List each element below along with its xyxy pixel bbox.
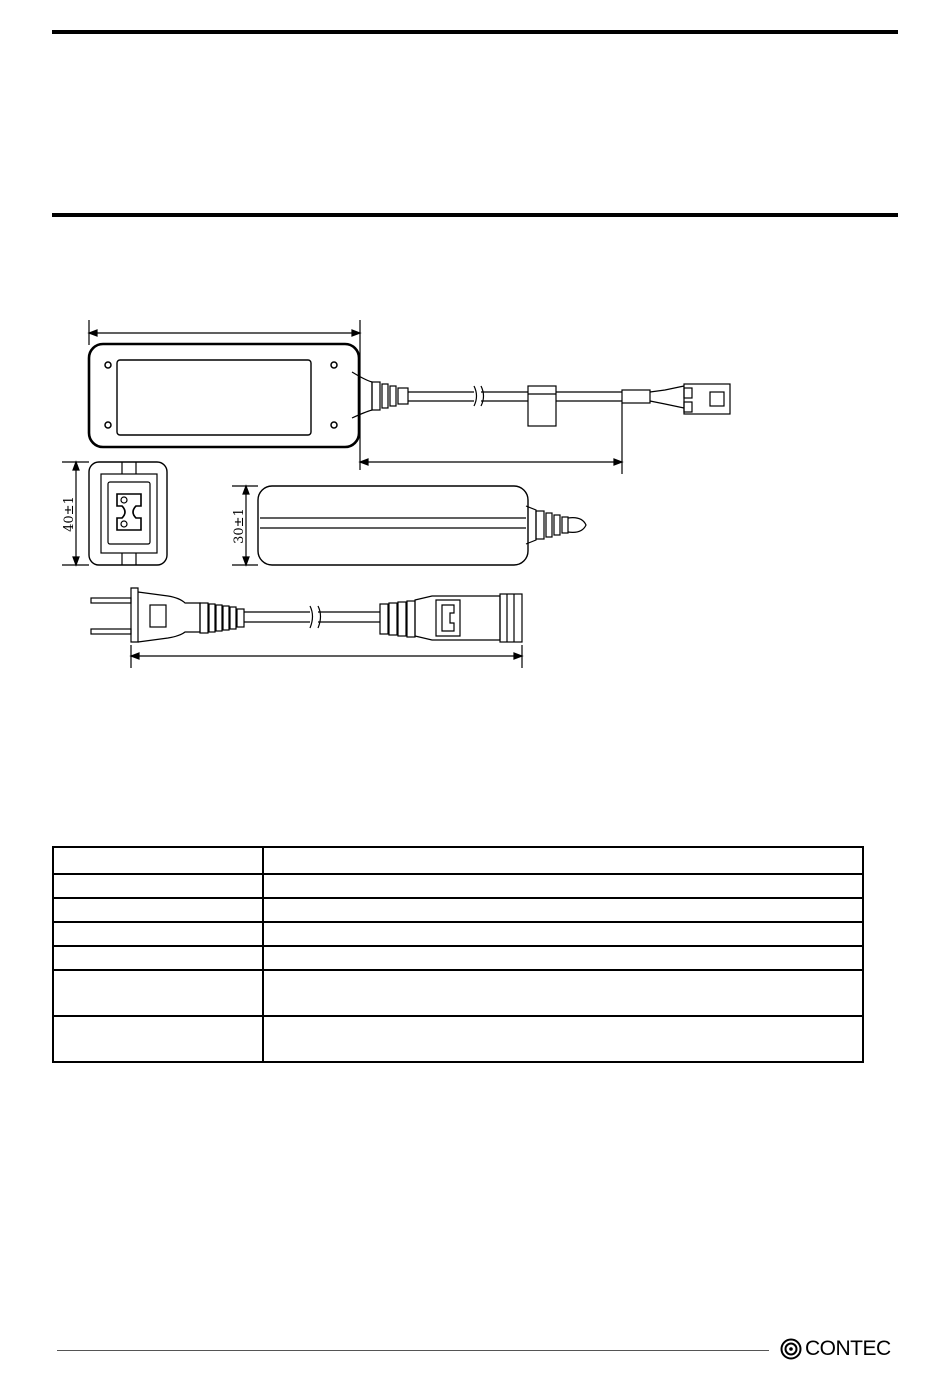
dimension-cord-length <box>131 645 522 668</box>
table-cell <box>263 1016 863 1062</box>
dimension-adapter-depth <box>232 486 258 565</box>
table-cell <box>263 847 863 874</box>
contec-logo-icon <box>780 1338 802 1360</box>
table-row <box>53 898 863 922</box>
specification-table <box>52 846 864 1063</box>
adapter-top-view <box>89 344 730 447</box>
brand-logo <box>780 1336 891 1362</box>
table-cell <box>263 970 863 1016</box>
adapter-side-view <box>258 486 586 565</box>
table-row <box>53 874 863 898</box>
footer-rule <box>57 1350 769 1351</box>
top-rule <box>52 30 898 34</box>
adapter-end-view <box>89 462 167 565</box>
table-cell <box>263 922 863 946</box>
dimension-cable-length <box>360 403 622 474</box>
table-row <box>53 847 863 874</box>
table-cell <box>263 946 863 970</box>
ac-adapter-drawing <box>0 300 950 680</box>
table-row <box>53 1016 863 1062</box>
table-cell <box>263 898 863 922</box>
dim-label-30: 30±1 <box>232 508 247 544</box>
ac-power-cord <box>91 588 522 642</box>
table-cell <box>53 1016 263 1062</box>
table-cell <box>53 970 263 1016</box>
table-cell <box>53 946 263 970</box>
dimension-adapter-height <box>62 462 89 565</box>
brand-name: CONTEC <box>805 1337 891 1360</box>
table-row <box>53 970 863 1016</box>
section-rule <box>52 213 898 217</box>
table-cell <box>53 922 263 946</box>
table-row <box>53 922 863 946</box>
dim-label-40: 40±1 <box>62 496 77 532</box>
table-cell <box>53 874 263 898</box>
table-cell <box>263 874 863 898</box>
table-cell <box>53 847 263 874</box>
table-cell <box>53 898 263 922</box>
table-row <box>53 946 863 970</box>
